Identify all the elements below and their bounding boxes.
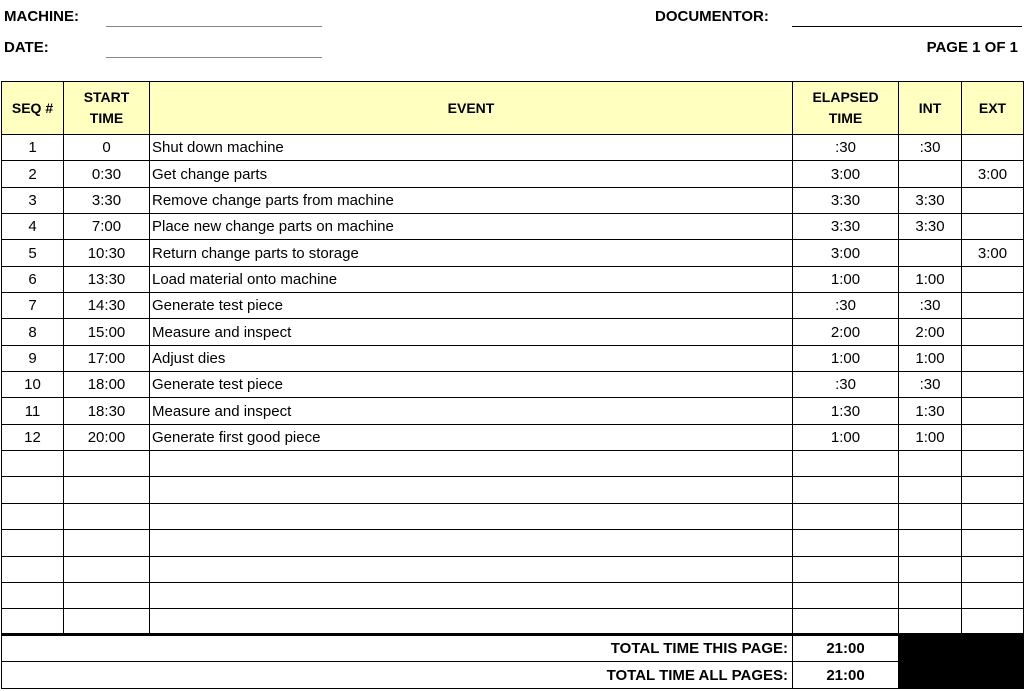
cell-elapsed-time: 1:30 (793, 398, 899, 424)
cell-seq: 11 (2, 398, 64, 424)
cell-int (899, 582, 962, 608)
cell-event (150, 582, 793, 608)
cell-seq: 1 (2, 135, 64, 161)
table-row (2, 319, 1024, 345)
table-row (2, 135, 1024, 161)
cell-elapsed-time (793, 609, 899, 635)
cell-int (899, 240, 962, 266)
cell-ext (962, 293, 1024, 319)
cell-seq: 6 (2, 266, 64, 292)
cell-start-time (64, 503, 150, 529)
cell-seq: 4 (2, 214, 64, 240)
cell-ext (962, 214, 1024, 240)
cell-seq (2, 609, 64, 635)
cell-int: 2:00 (899, 319, 962, 345)
cell-seq (2, 582, 64, 608)
cell-int: 1:00 (899, 266, 962, 292)
col-start-line1: START (83, 89, 130, 105)
cell-start-time: 0:30 (64, 161, 150, 187)
cell-elapsed-time (793, 582, 899, 608)
cell-elapsed-time: 3:30 (793, 214, 899, 240)
cell-int: 1:00 (899, 424, 962, 450)
cell-event: Adjust dies (150, 345, 793, 371)
cell-int: 3:30 (899, 187, 962, 213)
cell-ext (962, 345, 1024, 371)
cell-ext (962, 424, 1024, 450)
cell-seq: 8 (2, 319, 64, 345)
table-row (2, 398, 1024, 424)
cell-start-time: 7:00 (64, 214, 150, 240)
col-elapsed-time (793, 82, 899, 135)
col-start-line2: TIME (89, 110, 124, 126)
cell-elapsed-time: 1:00 (793, 266, 899, 292)
col-seq: SEQ # (2, 82, 64, 135)
cell-int: 1:00 (899, 345, 962, 371)
cell-ext (962, 266, 1024, 292)
cell-elapsed-time: 3:30 (793, 187, 899, 213)
column-header-row (2, 82, 1024, 135)
cell-ext (962, 556, 1024, 582)
table-row (2, 240, 1024, 266)
cell-event (150, 477, 793, 503)
documentor-field[interactable] (792, 26, 1022, 27)
table-row (2, 477, 1024, 503)
cell-start-time (64, 477, 150, 503)
cell-ext (962, 530, 1024, 556)
total-this-page-row (2, 635, 1024, 662)
cell-event: Generate test piece (150, 372, 793, 398)
cell-start-time: 18:30 (64, 398, 150, 424)
col-elapsed-line2: TIME (828, 110, 863, 126)
cell-int (899, 451, 962, 477)
cell-ext (962, 187, 1024, 213)
table-row (2, 582, 1024, 608)
cell-start-time: 10:30 (64, 240, 150, 266)
col-ext: EXT (962, 82, 1024, 135)
machine-field[interactable] (106, 26, 322, 27)
cell-start-time: 13:30 (64, 266, 150, 292)
total-all-pages-row (2, 662, 1024, 689)
cell-seq: 12 (2, 424, 64, 450)
table-row (2, 214, 1024, 240)
table-row (2, 556, 1024, 582)
cell-ext (962, 503, 1024, 529)
cell-event (150, 530, 793, 556)
cell-start-time: 0 (64, 135, 150, 161)
cell-seq: 3 (2, 187, 64, 213)
cell-int (899, 556, 962, 582)
table-row (2, 424, 1024, 450)
cell-start-time: 15:00 (64, 319, 150, 345)
cell-start-time (64, 556, 150, 582)
cell-seq: 10 (2, 372, 64, 398)
cell-seq (2, 451, 64, 477)
page-indicator: PAGE 1 OF 1 (926, 39, 1018, 56)
cell-ext (962, 477, 1024, 503)
cell-ext (962, 582, 1024, 608)
cell-elapsed-time: :30 (793, 372, 899, 398)
cell-event: Shut down machine (150, 135, 793, 161)
cell-event: Generate first good piece (150, 424, 793, 450)
documentor-label: DOCUMENTOR: (655, 8, 769, 25)
col-elapsed-line1: ELAPSED (812, 89, 879, 105)
table-row (2, 372, 1024, 398)
cell-elapsed-time (793, 530, 899, 556)
table-row (2, 266, 1024, 292)
cell-int: 1:30 (899, 398, 962, 424)
cell-ext (962, 398, 1024, 424)
cell-elapsed-time: 1:00 (793, 424, 899, 450)
cell-event (150, 609, 793, 635)
event-log-body (2, 135, 1024, 636)
cell-elapsed-time: 3:00 (793, 161, 899, 187)
cell-start-time: 14:30 (64, 293, 150, 319)
cell-seq (2, 503, 64, 529)
table-row (2, 293, 1024, 319)
cell-int: :30 (899, 293, 962, 319)
cell-event: Place new change parts on machine (150, 214, 793, 240)
machine-label: MACHINE: (4, 8, 79, 25)
cell-int (899, 503, 962, 529)
cell-event: Load material onto machine (150, 266, 793, 292)
cell-ext (962, 319, 1024, 345)
cell-ext (962, 372, 1024, 398)
total-this-page-value: 21:00 (793, 635, 899, 662)
cell-seq: 7 (2, 293, 64, 319)
event-log-table (1, 81, 1024, 636)
cell-int: 3:30 (899, 214, 962, 240)
cell-elapsed-time (793, 556, 899, 582)
cell-event: Get change parts (150, 161, 793, 187)
cell-event (150, 503, 793, 529)
cell-seq (2, 530, 64, 556)
cell-elapsed-time: 3:00 (793, 240, 899, 266)
date-field[interactable] (106, 57, 322, 58)
cell-start-time: 18:00 (64, 372, 150, 398)
cell-seq (2, 556, 64, 582)
cell-elapsed-time (793, 451, 899, 477)
cell-seq: 5 (2, 240, 64, 266)
total-all-pages-label: TOTAL TIME ALL PAGES: (2, 662, 793, 689)
cell-seq: 9 (2, 345, 64, 371)
table-row (2, 451, 1024, 477)
cell-elapsed-time: :30 (793, 293, 899, 319)
cell-start-time: 17:00 (64, 345, 150, 371)
cell-ext (962, 135, 1024, 161)
col-start-time (64, 82, 150, 135)
cell-int (899, 609, 962, 635)
cell-elapsed-time: 1:00 (793, 345, 899, 371)
cell-elapsed-time: 2:00 (793, 319, 899, 345)
cell-elapsed-time (793, 477, 899, 503)
table-row (2, 503, 1024, 529)
cell-elapsed-time (793, 503, 899, 529)
cell-start-time (64, 609, 150, 635)
cell-start-time (64, 530, 150, 556)
cell-event: Return change parts to storage (150, 240, 793, 266)
cell-event (150, 556, 793, 582)
cell-int (899, 530, 962, 556)
table-row (2, 345, 1024, 371)
cell-event: Generate test piece (150, 293, 793, 319)
cell-ext (962, 451, 1024, 477)
cell-int: :30 (899, 372, 962, 398)
totals-blackout (899, 635, 1024, 689)
cell-ext: 3:00 (962, 240, 1024, 266)
cell-event: Measure and inspect (150, 398, 793, 424)
cell-event: Remove change parts from machine (150, 187, 793, 213)
date-label: DATE: (4, 39, 49, 56)
cell-start-time (64, 451, 150, 477)
cell-seq: 2 (2, 161, 64, 187)
cell-int (899, 161, 962, 187)
table-row (2, 161, 1024, 187)
col-event: EVENT (150, 82, 793, 135)
table-row (2, 609, 1024, 635)
cell-start-time (64, 582, 150, 608)
cell-seq (2, 477, 64, 503)
total-this-page-label: TOTAL TIME THIS PAGE: (2, 635, 793, 662)
totals-table (1, 633, 1024, 689)
cell-ext (962, 609, 1024, 635)
cell-event (150, 451, 793, 477)
cell-ext: 3:00 (962, 161, 1024, 187)
table-row (2, 187, 1024, 213)
cell-elapsed-time: :30 (793, 135, 899, 161)
cell-int (899, 477, 962, 503)
total-all-pages-value: 21:00 (793, 662, 899, 689)
col-int: INT (899, 82, 962, 135)
cell-start-time: 20:00 (64, 424, 150, 450)
cell-start-time: 3:30 (64, 187, 150, 213)
table-row (2, 530, 1024, 556)
cell-int: :30 (899, 135, 962, 161)
cell-event: Measure and inspect (150, 319, 793, 345)
